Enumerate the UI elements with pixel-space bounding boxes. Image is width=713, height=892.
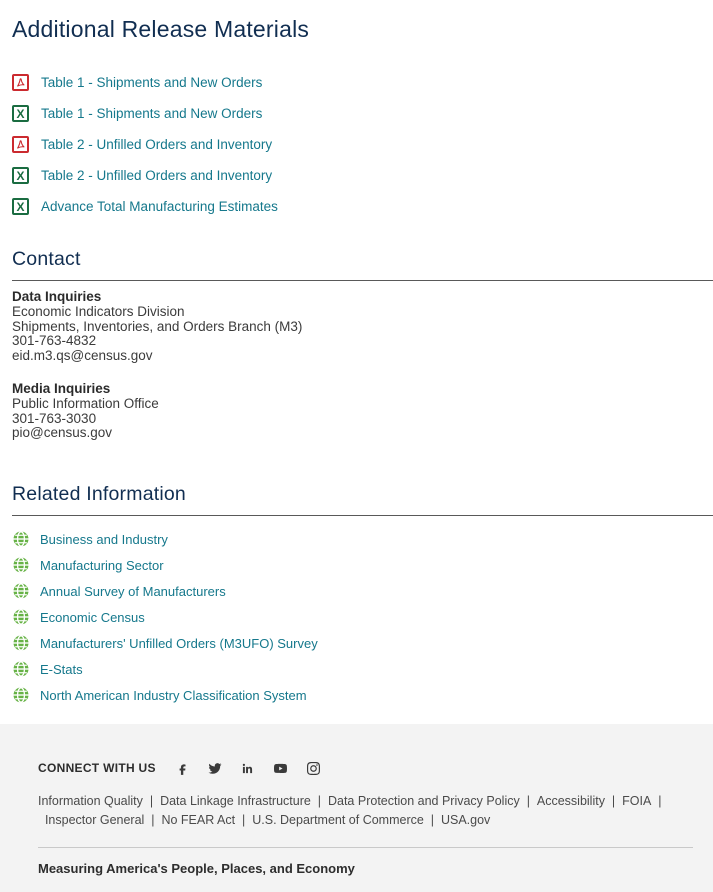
contact-group-heading: Media Inquiries [12, 380, 111, 396]
linkedin-icon[interactable] [241, 762, 254, 775]
related-link-row [12, 552, 713, 578]
footer-divider [38, 847, 693, 848]
footer-link[interactable]: Inspector General | [45, 813, 162, 827]
contact-line: Economic Indicators Division [12, 303, 185, 319]
related-link[interactable]: Manufacturing Sector [40, 557, 164, 573]
page-footer [0, 724, 713, 892]
contact-phone: 301-763-4832 [12, 333, 97, 349]
connect-with-us-row [38, 761, 693, 775]
contact-title: Contact [12, 248, 81, 270]
contact-line: Public Information Office [12, 395, 159, 411]
contact-line: Shipments, Inventories, and Orders Branch (M3) [12, 318, 303, 334]
related-link[interactable]: North American Industry Classification System [40, 687, 307, 703]
globe-icon [12, 582, 30, 600]
youtube-icon[interactable] [273, 762, 288, 775]
footer-link[interactable]: No FEAR Act | [161, 813, 252, 827]
footer-links [38, 792, 693, 830]
release-materials-list [12, 67, 713, 222]
footer-link[interactable]: Accessibility | [537, 794, 622, 808]
contact-group-heading: Data Inquiries [12, 289, 102, 304]
contact-phone: 301-763-3030 [12, 410, 97, 426]
excel-file-icon: X [12, 105, 29, 122]
related-link-row [12, 604, 713, 630]
related-link-row [12, 682, 713, 708]
facebook-icon[interactable] [176, 762, 189, 775]
footer-link[interactable]: U.S. Department of Commerce | [252, 813, 441, 827]
release-material-row [12, 191, 713, 222]
contact-section-header [12, 248, 713, 281]
globe-icon [12, 556, 30, 574]
globe-icon [12, 686, 30, 704]
release-material-row [12, 160, 713, 191]
release-material-row [12, 98, 713, 129]
globe-icon [12, 634, 30, 652]
related-title: Related Information [12, 483, 186, 506]
footer-tagline: Measuring America's People, Places, and Economy [38, 861, 355, 877]
related-links-list [12, 526, 713, 708]
related-link-row [12, 656, 713, 682]
connect-with-us-label: CONNECT WITH US [38, 761, 156, 776]
contact-section [12, 248, 713, 441]
related-link-row [12, 578, 713, 604]
footer-link[interactable]: Data Linkage Infrastructure | [160, 794, 328, 808]
page-title: Additional Release Materials [12, 16, 310, 42]
page-content [0, 16, 713, 708]
release-material-row [12, 129, 713, 160]
related-link[interactable]: Annual Survey of Manufacturers [40, 583, 226, 599]
social-icons [176, 762, 320, 775]
data-inquiries-group [12, 290, 713, 364]
footer-link[interactable]: USA.gov [440, 813, 491, 828]
release-material-link[interactable]: Table 1 - Shipments and New Orders [41, 75, 263, 90]
globe-icon [12, 530, 30, 548]
release-material-row [12, 67, 713, 98]
contact-body [12, 290, 713, 441]
related-link[interactable]: Manufacturers' Unfilled Orders (M3UFO) Survey [40, 635, 318, 651]
release-material-link[interactable]: Advance Total Manufacturing Estimates [41, 199, 278, 214]
twitter-icon[interactable] [208, 762, 222, 775]
related-link-row [12, 526, 713, 552]
excel-file-icon: X [12, 198, 29, 215]
release-material-link[interactable]: Table 2 - Unfilled Orders and Inventory [41, 168, 273, 183]
footer-link[interactable]: Data Protection and Privacy Policy | [328, 794, 537, 808]
footer-link[interactable]: Information Quality | [38, 794, 160, 808]
pdf-file-icon [12, 136, 29, 153]
media-inquiries-group [12, 382, 713, 441]
contact-email: pio@census.gov [12, 425, 113, 441]
related-section-header [12, 483, 713, 516]
contact-email: eid.m3.qs@census.gov [12, 348, 153, 364]
release-material-link[interactable]: Table 2 - Unfilled Orders and Inventory [41, 137, 273, 152]
globe-icon [12, 660, 30, 678]
related-information-section [12, 483, 713, 708]
related-link[interactable]: Business and Industry [40, 531, 168, 547]
related-link[interactable]: Economic Census [40, 609, 145, 625]
related-link[interactable]: E-Stats [40, 661, 83, 677]
instagram-icon[interactable] [307, 762, 320, 775]
related-link-row [12, 630, 713, 656]
release-material-link[interactable]: Table 1 - Shipments and New Orders [41, 106, 263, 121]
excel-file-icon: X [12, 167, 29, 184]
footer-link[interactable]: FOIA | [38, 794, 661, 827]
pdf-file-icon [12, 74, 29, 91]
globe-icon [12, 608, 30, 626]
